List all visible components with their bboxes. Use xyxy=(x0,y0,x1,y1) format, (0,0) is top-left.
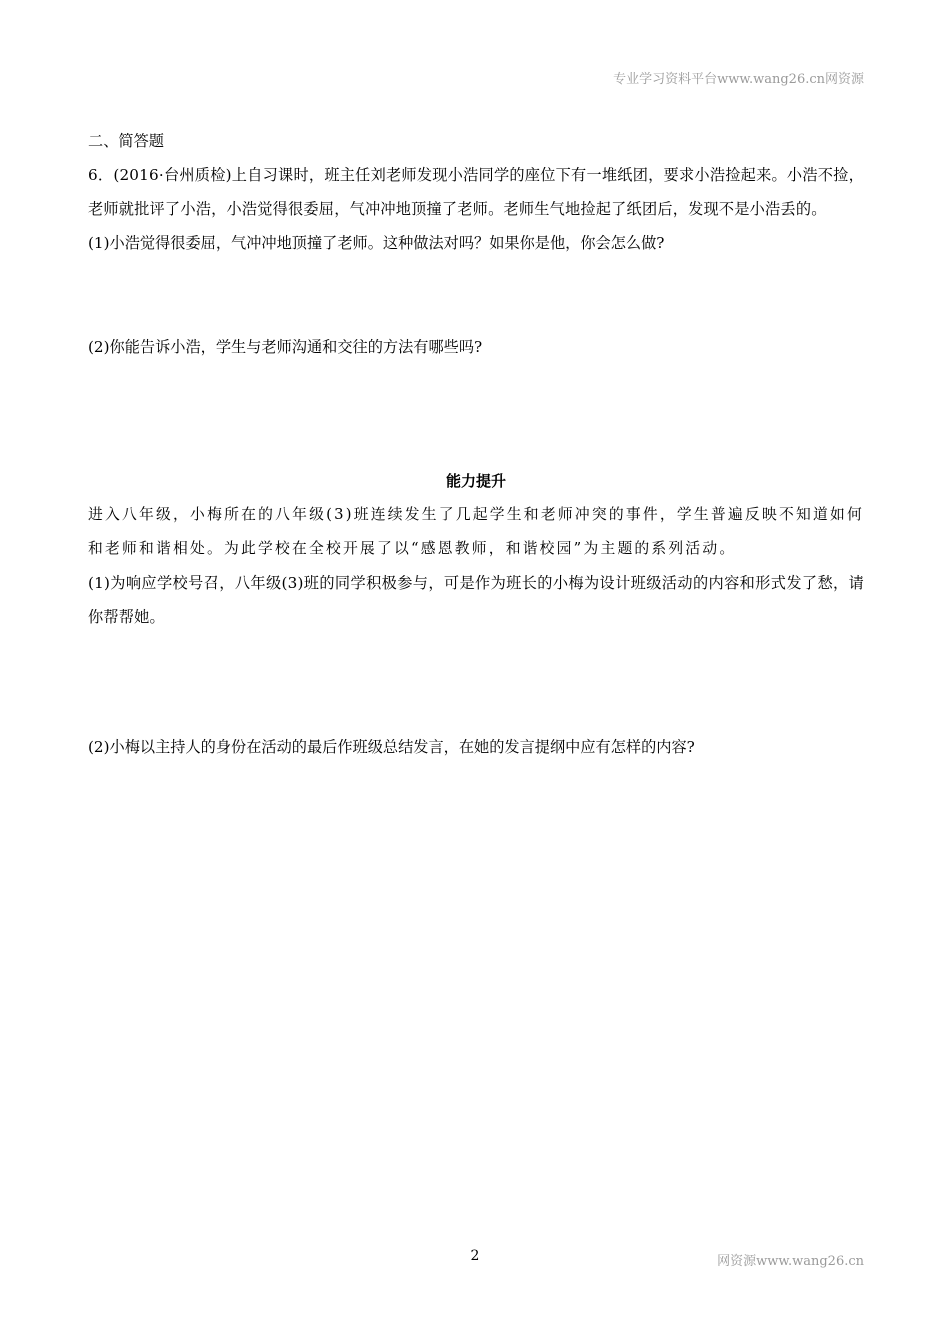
ability-heading: 能力提升 xyxy=(445,472,506,490)
document-body xyxy=(88,124,864,764)
page-number: 2 xyxy=(470,1248,480,1264)
ability-intro: 进入八年级，小梅所在的八年级(3)班连续发生了几起学生和老师冲突的事件，学生普遍反映不知道如何和老师和谐相处。为此学校在全校开展了以“感恩教师，和谐校园”为主题的系列活动。 xyxy=(88,506,864,557)
answer-space xyxy=(88,634,864,730)
answer-space xyxy=(88,364,864,464)
answer-space xyxy=(88,260,864,330)
section-title: 二、简答题 xyxy=(88,132,164,150)
header-watermark: 专业学习资料平台www.wang26.cn网资源 xyxy=(613,72,864,87)
question-6-part-1: (1)小浩觉得很委屈，气冲冲地顶撞了老师。这种做法对吗？如果你是他，你会怎么做? xyxy=(88,234,665,252)
ability-part-1: (1)为响应学校号召，八年级(3)班的同学积极参与，可是作为班长的小梅为设计班级活动的内容和形式发了愁，请你帮帮她。 xyxy=(88,574,864,626)
question-6-part-2: (2)你能告诉小浩，学生与老师沟通和交往的方法有哪些吗? xyxy=(88,338,483,356)
ability-part-2: (2)小梅以主持人的身份在活动的最后作班级总结发言，在她的发言提纲中应有怎样的内容? xyxy=(88,738,695,756)
question-6-stem: 6．(2016·台州质检)上自习课时，班主任刘老师发现小浩同学的座位下有一堆纸团，要求小浩捡起来。小浩不捡，老师就批评了小浩，小浩觉得很委屈，气冲冲地顶撞了老师。老师生气地捡起了纸团后，发现不是小浩丢的。 xyxy=(88,166,864,218)
footer-watermark: 网资源www.wang26.cn xyxy=(717,1254,864,1269)
